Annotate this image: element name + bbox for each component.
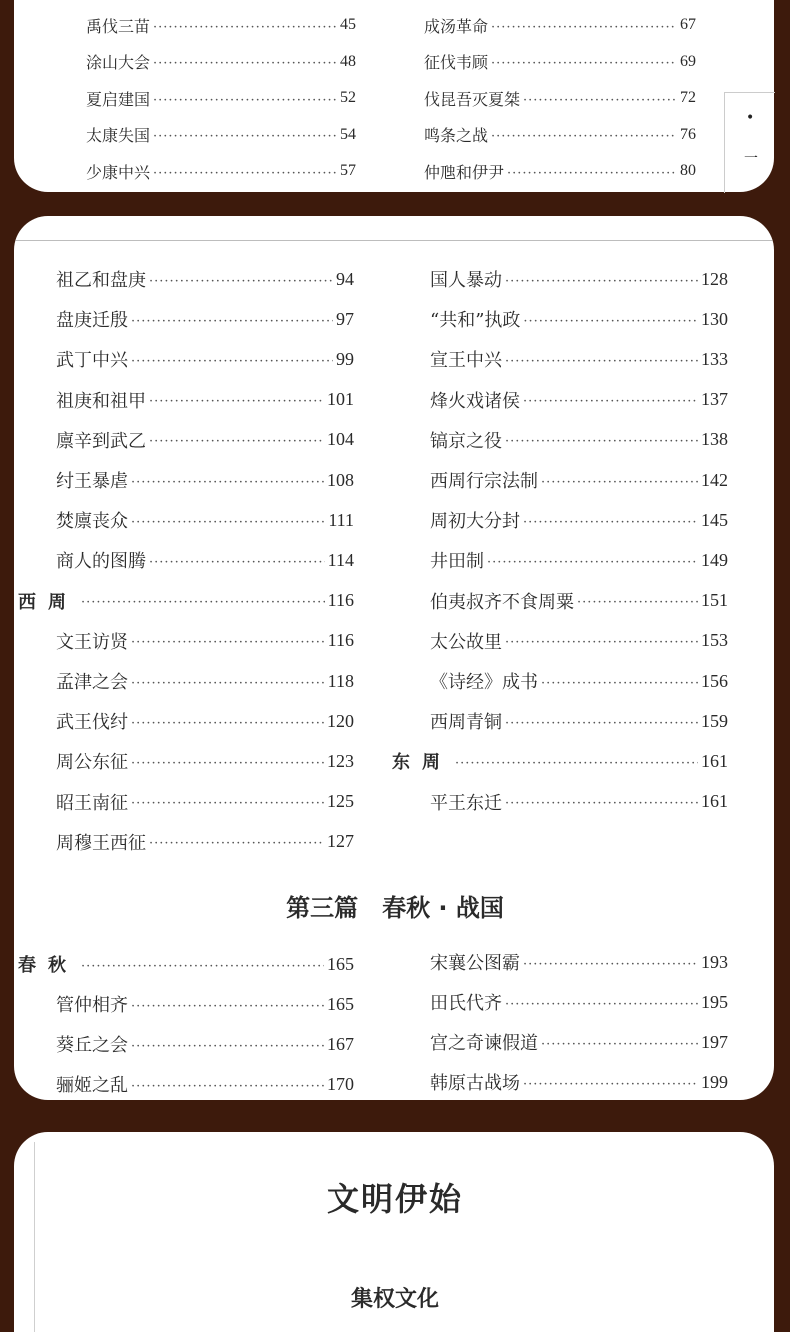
dot-leader (149, 555, 325, 570)
toc-entry-title: “共和”执政 (430, 310, 521, 332)
dot-leader (131, 999, 324, 1014)
dot-leader (455, 756, 698, 771)
dot-leader (153, 93, 337, 108)
toc-entry-title: 西周 (18, 591, 78, 613)
toc-entry-page: 145 (701, 509, 728, 530)
toc-entry (56, 626, 354, 656)
dot-leader (131, 796, 324, 811)
toc-entry-page: 69 (680, 52, 696, 70)
toc-entry-page: 161 (701, 791, 728, 812)
toc-entry (86, 83, 356, 113)
toc-entry (56, 706, 354, 736)
toc-entry-page: 197 (701, 1031, 728, 1052)
toc-entry-page: 80 (680, 162, 696, 179)
toc-section-row (18, 949, 354, 979)
toc-entry (430, 304, 728, 334)
toc-entry-title: 管仲相齐 (56, 995, 128, 1016)
toc-entry-title: 涂山大会 (86, 53, 151, 72)
dot-leader (149, 836, 324, 851)
toc-entry-page: 123 (327, 750, 354, 771)
toc-entry-page: 156 (701, 670, 728, 691)
toc-entry-title: 盘庚迁殷 (56, 310, 128, 332)
toc-entry-title: 《诗经》成书 (430, 672, 538, 693)
toc-entry-page: 125 (327, 791, 354, 812)
toc-entry-title: 田氏代齐 (430, 993, 502, 1014)
dot-leader (523, 957, 698, 972)
side-mark-dot: • (746, 110, 755, 126)
toc-entry-page: 76 (680, 125, 696, 143)
toc-entry-title: 少康中兴 (86, 162, 151, 182)
toc-entry-title: 鸣条之战 (424, 126, 489, 145)
toc-entry-title: 春秋 (18, 955, 78, 976)
toc-entry (56, 304, 354, 334)
toc-card-top (14, 0, 774, 192)
toc-entry-page: 54 (340, 125, 356, 143)
dot-leader (491, 56, 677, 71)
toc-entry-title: 祖庚和祖甲 (56, 390, 146, 412)
toc-entry (430, 264, 728, 294)
toc-entry-title: 烽火戏诸侯 (430, 390, 520, 412)
toc-entry (424, 156, 696, 186)
toc-entry (86, 10, 356, 40)
toc-entry-page: 153 (701, 630, 728, 651)
dot-leader (523, 314, 698, 329)
toc-entry (430, 787, 728, 817)
dot-leader (507, 166, 677, 181)
toc-entry-title: 周初大分封 (430, 511, 520, 533)
book-section-title: 文明伊始 (326, 1180, 463, 1218)
dot-leader (81, 595, 325, 610)
toc-entry-title: 夏启建国 (86, 89, 151, 109)
dot-leader (131, 716, 324, 731)
dot-leader (541, 676, 698, 691)
toc-entry-title: 孟津之会 (56, 672, 128, 693)
toc-entry (56, 505, 354, 535)
toc-entry-title: 祖乙和盘庚 (56, 270, 146, 291)
toc-entry-title: 宫之奇谏假道 (430, 1033, 538, 1054)
toc-entry (56, 385, 354, 415)
toc-entry-page: 149 (701, 549, 728, 570)
toc-entry (56, 344, 354, 374)
toc-entry-title: 伐昆吾灭夏桀 (424, 89, 521, 109)
toc-entry (430, 465, 728, 495)
toc-entry-page: 165 (327, 993, 354, 1014)
toc-entry-title: 征伐韦顾 (424, 53, 489, 72)
toc-entry-page: 165 (327, 953, 354, 974)
toc-entry (56, 264, 354, 294)
toc-entry-page: 94 (336, 268, 354, 289)
toc-entry (56, 666, 354, 696)
dot-leader (577, 595, 698, 610)
toc-entry (56, 545, 354, 575)
dot-leader (505, 997, 698, 1012)
toc-entry-title: 仲虺和伊尹 (424, 162, 505, 182)
dot-leader (149, 434, 324, 449)
toc-entry-page: 199 (701, 1071, 728, 1092)
adjacent-page-edge (724, 92, 775, 193)
toc-entry (56, 1069, 354, 1099)
dot-leader (153, 129, 337, 144)
toc-entry (430, 1027, 728, 1057)
toc-entry-title: 平王东迁 (430, 792, 502, 814)
toc-entry-title: 韩原古战场 (430, 1073, 520, 1094)
toc-entry (430, 425, 728, 455)
dot-leader (505, 716, 698, 731)
toc-entry-page: 193 (701, 951, 728, 972)
subtitle-partial: 集权文化 (350, 1287, 439, 1312)
toc-entry-page: 116 (327, 630, 354, 651)
toc-entry-title: 镐京之役 (430, 430, 502, 452)
toc-entry-title: 井田制 (430, 551, 484, 573)
toc-entry-title: 宋襄公图霸 (430, 953, 520, 974)
toc-entry (430, 344, 728, 374)
toc-entry (86, 156, 356, 186)
dot-leader (541, 475, 698, 490)
dot-leader (153, 56, 337, 71)
part-heading: 第三篇 春秋 · 战国 (286, 894, 504, 922)
dot-leader (131, 314, 333, 329)
dot-leader (131, 756, 324, 771)
toc-entry-page: 72 (680, 89, 696, 106)
dot-leader (131, 1079, 324, 1094)
toc-entry-title: 成汤革命 (424, 16, 489, 36)
dot-leader (149, 394, 324, 409)
toc-entry (430, 947, 728, 977)
toc-entry (56, 787, 354, 817)
dot-leader (81, 959, 324, 974)
toc-entry-title: 昭王南征 (56, 792, 128, 814)
toc-entry-page: 127 (327, 831, 354, 852)
toc-entry-title: 武丁中兴 (56, 350, 128, 372)
toc-entry-page: 52 (340, 89, 356, 106)
toc-entry (430, 706, 728, 736)
toc-entry (56, 1029, 354, 1059)
toc-section-row (392, 746, 728, 776)
dot-leader (505, 796, 698, 811)
toc-entry-page: 67 (680, 16, 696, 33)
toc-entry (430, 545, 728, 575)
toc-entry-title: 武王伐纣 (56, 712, 128, 734)
toc-entry (56, 746, 354, 776)
toc-entry-page: 108 (327, 469, 354, 490)
dot-leader (149, 274, 333, 289)
toc-entry-page: 118 (327, 670, 354, 691)
toc-entry (56, 425, 354, 455)
toc-entry-page: 170 (327, 1073, 354, 1094)
toc-entry (430, 505, 728, 535)
toc-entry-page: 45 (340, 16, 356, 33)
dot-leader (505, 434, 698, 449)
toc-entry-page: 151 (701, 590, 728, 611)
toc-entry-page: 57 (340, 162, 356, 179)
dot-leader (131, 475, 324, 490)
toc-entry-title: 葵丘之会 (56, 1035, 128, 1056)
toc-entry (430, 1067, 728, 1097)
toc-entry-title: 文王访贤 (56, 631, 128, 653)
toc-entry-page: 133 (701, 348, 728, 369)
toc-entry-title: 纣王暴虐 (56, 471, 128, 492)
toc-entry-title: 太康失国 (86, 126, 151, 145)
dot-leader (505, 274, 698, 289)
toc-entry-title: 周公东征 (56, 752, 128, 774)
dot-leader (491, 20, 677, 35)
toc-entry-page: 99 (336, 348, 354, 369)
toc-entry-title: 伯夷叔齐不食周粟 (430, 591, 574, 613)
toc-entry-title: 禹伐三苗 (86, 16, 151, 36)
toc-entry (424, 83, 696, 113)
top-rule (14, 240, 774, 241)
toc-entry-page: 138 (701, 429, 728, 450)
dot-leader (491, 129, 677, 144)
toc-entry (56, 465, 354, 495)
toc-section-row (18, 586, 354, 616)
dot-leader (487, 555, 698, 570)
toc-entry (56, 989, 354, 1019)
toc-entry-page: 104 (327, 429, 354, 450)
toc-entry (430, 987, 728, 1017)
dot-leader (523, 394, 698, 409)
toc-entry-title: 太公故里 (430, 631, 502, 653)
toc-entry-page: 195 (701, 991, 728, 1012)
toc-entry-page: 120 (327, 710, 354, 731)
dot-leader (153, 166, 337, 181)
toc-entry-title: 国人暴动 (430, 270, 502, 291)
toc-entry-page: 142 (701, 469, 728, 490)
side-mark-dash: 一 (744, 151, 758, 167)
toc-entry-page: 167 (327, 1033, 354, 1054)
toc-entry-title: 骊姬之乱 (56, 1075, 128, 1096)
toc-entry (424, 47, 696, 77)
toc-card-middle (14, 216, 774, 1100)
dot-leader (131, 676, 325, 691)
toc-entry-title: 东周 (392, 752, 452, 774)
dot-leader (523, 93, 677, 108)
toc-entry-page: 101 (327, 389, 354, 410)
dot-leader (505, 354, 698, 369)
toc-entry-page: 97 (336, 308, 354, 329)
dot-leader (523, 515, 698, 530)
toc-entry-page: 48 (340, 52, 356, 70)
toc-entry-title: 廪辛到武乙 (56, 430, 146, 452)
toc-entry-page: 116 (327, 590, 354, 611)
toc-entry-page: 111 (328, 509, 354, 530)
toc-entry (424, 120, 696, 150)
toc-entry (430, 666, 728, 696)
toc-entry (86, 120, 356, 150)
dot-leader (541, 1037, 698, 1052)
toc-entry-title: 周穆王西征 (56, 832, 146, 854)
toc-entry-page: 161 (701, 750, 728, 771)
title-card-bottom (14, 1132, 774, 1332)
toc-entry (86, 47, 356, 77)
toc-entry (430, 626, 728, 656)
dot-leader (153, 20, 337, 35)
dot-leader (505, 635, 698, 650)
dot-leader (131, 635, 325, 650)
dot-leader (131, 354, 333, 369)
toc-entry (424, 10, 696, 40)
dot-leader (523, 1077, 698, 1092)
toc-entry-page: 130 (701, 308, 728, 329)
toc-entry-title: 焚廪丧众 (56, 511, 128, 533)
toc-entry-title: 商人的图腾 (56, 551, 146, 573)
toc-entry-page: 128 (701, 268, 728, 289)
dot-leader (131, 1039, 324, 1054)
toc-entry-page: 159 (701, 710, 728, 731)
toc-entry-page: 137 (701, 389, 728, 410)
toc-entry (430, 385, 728, 415)
toc-entry-title: 西周行宗法制 (430, 471, 538, 492)
toc-entry (430, 586, 728, 616)
toc-entry (56, 827, 354, 857)
toc-entry-title: 宣王中兴 (430, 350, 502, 372)
toc-entry-page: 114 (327, 549, 354, 570)
toc-entry-title: 西周青铜 (430, 712, 502, 734)
dot-leader (131, 515, 325, 530)
